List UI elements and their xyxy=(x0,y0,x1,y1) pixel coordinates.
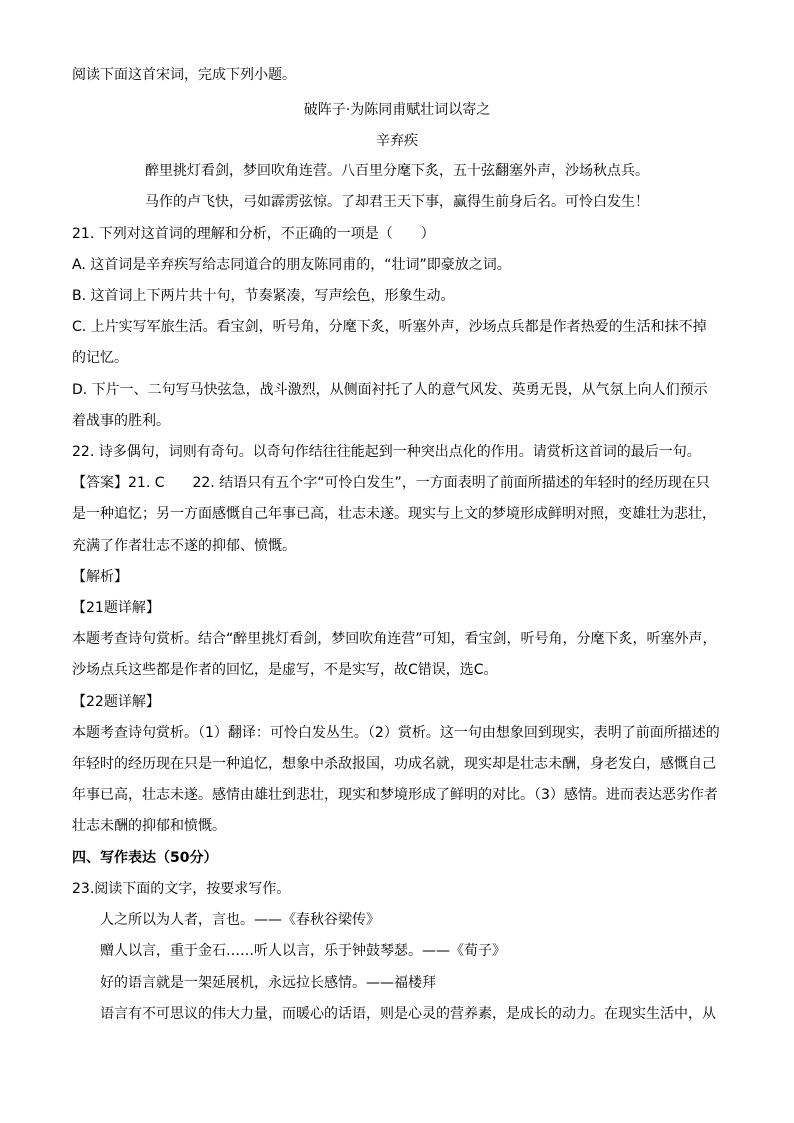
q21-analysis-line-1: 本题考查诗句赏析。结合“醉里挑灯看剑，梦回吹角连营”可知，看宝剑，听号角，分麾下炙，听塞外声， xyxy=(72,631,717,647)
q21-analysis-header: 【21题详解】 xyxy=(72,600,160,616)
q22-analysis-line-1: 本题考查诗句赏析。（1）翻译：可怜白发丛生。（2）赏析。这一句由想象回到现实，表明了前面所描述的 xyxy=(72,725,720,741)
poem-title: 破阵子·为陈同甫赋壮词以寄之 xyxy=(303,102,491,118)
intro-text: 阅读下面这首宋词，完成下列小题。 xyxy=(72,67,296,83)
q22-analysis-line-3: 年事已高，壮志未遂。感情由雄壮到悲壮，现实和梦境形成了鲜明的对比。（3）感情。进而表达恶劣作者 xyxy=(72,787,718,803)
q22-analysis-line-2: 年轻时的经历现在只是一种追忆，想象中杀敌报国，功成名就，现实却是壮志未酬，身老发白，感慨自己 xyxy=(72,756,716,772)
q22-analysis-header: 【22题详解】 xyxy=(72,694,160,710)
answer-line-3: 充满了作者壮志不遂的抑郁、愤慨。 xyxy=(72,538,296,554)
answer-line-2: 是一种追忆；另一方面感慨自己年事已高，壮志未遂。现实与上文的梦境形成鲜明对照，变雄壮为悲壮， xyxy=(72,506,716,522)
analysis-header: 【解析】 xyxy=(72,569,128,585)
writing-prompt-line-1: 语言有不可思议的伟大力量，而暖心的话语，则是心灵的营养素，是成长的动力。在现实生活中，从 xyxy=(100,1006,716,1022)
option-b: B. 这首词上下两片共十句，节奏紧凑，写声绘色，形象生动。 xyxy=(72,288,455,304)
question-21-stem: 21. 下列对这首词的理解和分析，不正确的一项是（ ） xyxy=(72,226,435,242)
poem-line-2: 马作的卢飞快，弓如霹雳弦惊。了却君王天下事，赢得生前身后名。可怜白发生！ xyxy=(145,194,649,210)
quote-1: 人之所以为人者，言也。——《春秋谷梁传》 xyxy=(100,912,380,928)
section-4-title: 四、写作表达（50分） xyxy=(72,850,218,866)
option-d-line-1: D. 下片一、二句写马快弦急，战斗激烈，从侧面衬托了人的意气风发、英勇无畏，从气氛上向人们预示 xyxy=(72,382,708,398)
poem-line-1: 醉里挑灯看剑，梦回吹角连营。八百里分麾下炙，五十弦翻塞外声，沙场秋点兵。 xyxy=(145,163,649,179)
answer-line-1: 【答案】21. C 22. 结语只有五个字“可怜白发生”，一方面表明了前面所描述的年轻时的经历现在只 xyxy=(72,475,710,491)
q21-analysis-line-2: 沙场点兵这些都是作者的回忆，是虚写，不是实写，故C错误，选C。 xyxy=(72,662,498,678)
quote-2: 赠人以言，重于金石……听人以言，乐于钟鼓琴瑟。——《荀子》 xyxy=(100,943,506,959)
option-c-line-2: 的记忆。 xyxy=(72,350,128,366)
option-a: A. 这首词是辛弃疾写给志同道合的朋友陈同甫的，“壮词”即豪放之词。 xyxy=(72,257,511,273)
poem-author: 辛弃疾 xyxy=(376,133,418,149)
option-d-line-2: 着战事的胜利。 xyxy=(72,413,170,429)
question-23-stem: 23.阅读下面的文字，按要求写作。 xyxy=(72,881,291,897)
option-c-line-1: C. 上片实写军旅生活。看宝剑，听号角，分麾下炙，听塞外声，沙场点兵都是作者热爱的生活和抹不掉 xyxy=(72,319,707,335)
q22-analysis-line-4: 壮志未酬的抑郁和愤慨。 xyxy=(72,818,226,834)
quote-3: 好的语言就是一架延展机，永远拉长感情。——福楼拜 xyxy=(100,975,436,991)
question-22-stem: 22. 诗多偶句，词则有奇句。以奇句作结往往能起到一种突出点化的作用。请赏析这首词的最后一句。 xyxy=(72,444,701,460)
